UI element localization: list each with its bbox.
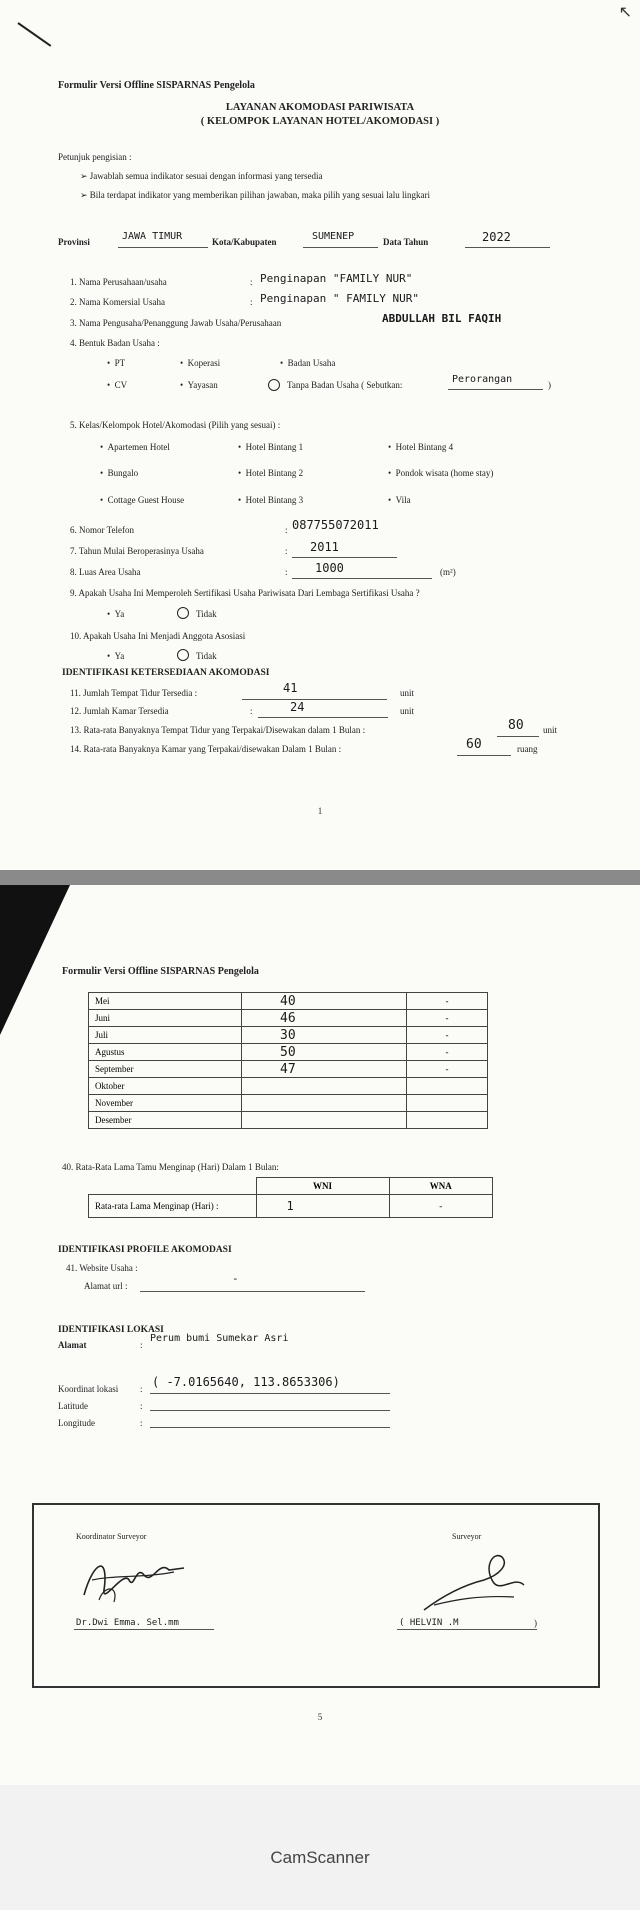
option-item: • CV — [107, 380, 128, 390]
provinsi-label: Provinsi — [58, 237, 90, 247]
fold-mark — [17, 22, 51, 47]
month-name: Juli — [89, 1027, 242, 1044]
page-number: 1 — [317, 806, 323, 816]
q14-value: 60 — [466, 737, 482, 752]
camscanner-label: CamScanner — [270, 1848, 370, 1867]
form-subtitle: ( KELOMPOK LAYANAN HOTEL/AKOMODASI ) — [200, 116, 440, 127]
form-title: LAYANAN AKOMODASI PARIWISATA — [225, 102, 415, 113]
tahun-value: 2022 — [482, 230, 511, 244]
q1-label: 1. Nama Perusahaan/usaha — [70, 277, 167, 287]
alamat-label: Alamat — [58, 1340, 87, 1350]
month-row — [89, 993, 488, 1010]
option-item: • Cottage Guest House — [100, 495, 185, 505]
surveyor-signature — [414, 1545, 534, 1620]
option-item: • PT — [107, 358, 126, 368]
surveyor-name: ( HELVIN .M — [399, 1618, 459, 1628]
month-name: Desember — [89, 1112, 242, 1129]
q13-value: 80 — [508, 718, 524, 733]
option-item: • Badan Usaha — [280, 358, 336, 368]
q4-other-value: Perorangan — [452, 374, 513, 385]
instruction-item: ➢ Jawablah semua indikator sesuai dengan informasi yang tersedia — [80, 171, 323, 181]
q11-label: 11. Jumlah Tempat Tidur Tersedia : — [70, 688, 198, 698]
option-item: • Bungalo — [100, 468, 139, 478]
option-item: • Yayasan — [180, 380, 218, 390]
month-wna-value: - — [407, 1027, 488, 1044]
q41-label: 41. Website Usaha : — [66, 1263, 138, 1273]
month-wni-value — [242, 1078, 407, 1095]
avg-wni-value: 1 — [256, 1195, 389, 1218]
q1-value: Penginapan "FAMILY NUR" — [260, 272, 413, 285]
month-wni-value — [242, 1112, 407, 1129]
selected-option-circle — [177, 649, 189, 661]
page-number: 5 — [317, 1712, 323, 1722]
selected-option-circle — [268, 379, 280, 391]
koordinat-value: ( -7.0165640, 113.8653306) — [152, 1375, 340, 1389]
q7-value: 2011 — [310, 540, 339, 554]
section-title: IDENTIFIKASI KETERSEDIAAN AKOMODASI — [62, 668, 270, 678]
q6-label: 6. Nomor Telefon — [70, 525, 134, 535]
koordinat-label: Koordinat lokasi — [58, 1384, 119, 1394]
arrow-bullet-icon: ➢ — [80, 190, 90, 200]
signature-box: Koordinator Surveyor Surveyor Dr.Dwi Emma. Sel.mm ( HELVIN .M ) — [32, 1503, 600, 1688]
q10-label: 10. Apakah Usaha Ini Menjadi Anggota Asosiasi — [70, 631, 246, 641]
month-row — [89, 1027, 488, 1044]
row-label: Rata-rata Lama Menginap (Hari) : — [89, 1195, 257, 1218]
url-value: - — [232, 1272, 239, 1285]
instructions-label: Petunjuk pengisian : — [58, 152, 132, 162]
month-name: Oktober — [89, 1078, 242, 1095]
month-row — [89, 1044, 488, 1061]
monthly-guests-table — [88, 992, 488, 1129]
provinsi-value: JAWA TIMUR — [122, 231, 183, 242]
q13-label: 13. Rata-rata Banyaknya Tempat Tidur yang Terpakai/Disewakan dalam 1 Bulan : — [70, 725, 366, 735]
month-row — [89, 1095, 488, 1112]
q2-label: 2. Nama Komersial Usaha — [70, 297, 165, 307]
section-title: IDENTIFIKASI PROFILE AKOMODASI — [58, 1245, 232, 1255]
month-wna-value: - — [407, 993, 488, 1010]
q6-value: 087755072011 — [292, 518, 379, 532]
form-header: Formulir Versi Offline SISPARNAS Pengelola — [62, 966, 259, 977]
avg-wna-value: - — [389, 1195, 493, 1218]
arrow-bullet-icon: ➢ — [80, 171, 90, 181]
q8-value: 1000 — [315, 561, 344, 575]
month-wna-value: - — [407, 1061, 488, 1078]
q14-label: 14. Rata-rata Banyaknya Kamar yang Terpakai/disewakan Dalam 1 Bulan : — [70, 744, 342, 754]
q12-label: 12. Jumlah Kamar Tersedia — [70, 706, 169, 716]
month-wni-value — [242, 1095, 407, 1112]
option-item: • Ya — [107, 609, 125, 619]
month-name: Agustus — [89, 1044, 242, 1061]
q7-label: 7. Tahun Mulai Beroperasinya Usaha — [70, 546, 204, 556]
month-wni-value: 40 — [242, 993, 407, 1010]
month-wni-value: 30 — [242, 1027, 407, 1044]
tahun-label: Data Tahun — [383, 237, 429, 247]
month-wna-value — [407, 1078, 488, 1095]
month-wna-value — [407, 1095, 488, 1112]
month-row — [89, 1061, 488, 1078]
option-item: • Vila — [388, 495, 411, 505]
form-header: Formulir Versi Offline SISPARNAS Pengelola — [58, 80, 255, 91]
latitude-label: Latitude — [58, 1401, 88, 1411]
month-wni-value: 47 — [242, 1061, 407, 1078]
option-item: • Apartemen Hotel — [100, 442, 170, 452]
q11-value: 41 — [283, 681, 298, 695]
month-name: September — [89, 1061, 242, 1078]
month-name: Mei — [89, 993, 242, 1010]
form-page-1: ↖ Formulir Versi Offline SISPARNAS Pengelola LAYANAN AKOMODASI PARIWISATA ( KELOMPOK LAYANAN HOTEL/AKOMODASI ) Petunjuk pengisian : ➢ Jawablah semua indikator sesuai dengan informasi yang tersedia ➢ Bila terdapat indikator yang memberikan pilihan jawaban, maka pilih yang sesuai lalu lingkari Provinsi JAWA TIMUR Kota/Kabupaten SUMENEP Data Tahun 2022 1. Nama Perusahaan/usaha : Penginapan "FAMILY NUR" 2. Nama Komersial Usaha : Penginapan " FAMILY NUR" 3. Nama Pengusaha/Penanggung Jawab Usaha/Perusahaan ABDULLAH BIL FAQIH 4. Bentuk Badan Usaha : • PT • Koperasi • Badan Usaha • CV • Yayasan Tanpa Badan Usaha ( Sebutkan: Perorangan ) 5. Kelas/Kelompok Hotel/Akomodasi (Pilih yang sesuai) : • Apartemen Hotel • Hotel Bintang 1 • Hotel Bintang 4 • Bungalo • Hotel Bintang 2 • Pondok wisata (home stay) • Cottage Guest House • Hotel Bintang 3 • Vila 6. Nomor Telefon : 087755072011 7. Tahun Mulai Beroperasinya Usaha : 2011 8. Luas Area Usaha : 1000 (m²) 9. Apakah Usaha Ini Memperoleh Sertifikasi Usaha Pariwisata Dari Lembaga Sertifikasi Usaha ? • Ya Tidak 10. Apakah Usaha Ini Menjadi Anggota Asosiasi • Ya Tidak IDENTIFIKASI KETERSEDIAAN AKOMODASI 11. Jumlah Tempat Tidur Tersedia : 41 unit 12. Jumlah Kamar Tersedia : 24 unit 13. Rata-rata Banyaknya Tempat Tidur yang Terpakai/Disewakan dalam 1 Bulan : 80 unit 14. Rata-rata Banyaknya Kamar yang Terpakai/disewakan Dalam 1 Bulan : 60 ruang 1 — [0, 0, 640, 870]
kota-value: SUMENEP — [312, 231, 355, 242]
q2-value: Penginapan " FAMILY NUR" — [260, 292, 419, 305]
option-item: • Hotel Bintang 1 — [238, 442, 304, 452]
col-wni: WNI — [256, 1178, 389, 1195]
surveyor-label: Surveyor — [452, 1532, 482, 1541]
longitude-label: Longitude — [58, 1418, 95, 1428]
option-item: • Hotel Bintang 4 — [388, 442, 454, 452]
q40-label: 40. Rata-Rata Lama Tamu Menginap (Hari) Dalam 1 Bulan: — [62, 1162, 279, 1172]
option-item: • Pondok wisata (home stay) — [388, 468, 494, 478]
form-page-2: Formulir Versi Offline SISPARNAS Pengelola Mei 40 - Juni 46 - Juli 30 - Agustus 50 - September 47 - Oktober November Desember 40. Rata-Rata Lama Tamu Menginap (Hari) Dalam 1 Bulan: WNI WNA Rata-rata Lama Menginap (Hari) : 1 - IDENTIFIKASI PROFILE AKOMODASI 41. Website Usaha : Alamat url : - IDENTIFIKASI LOKASI Alamat : Perum bumi Sumekar Asri Koordinat lokasi : ( -7.0165640, 113.8653306) Latitude : Longitude : 5 — [0, 885, 640, 1785]
month-row — [89, 1010, 488, 1027]
corner-arrow-icon: ↖ — [618, 4, 632, 21]
month-wna-value — [407, 1112, 488, 1129]
scan-corner-shadow — [0, 885, 70, 1035]
selected-option-circle — [177, 607, 189, 619]
koordinator-label: Koordinator Surveyor — [76, 1532, 147, 1541]
alamat-value: Perum bumi Sumekar Asri — [150, 1333, 289, 1344]
avg-stay-table — [88, 1177, 493, 1218]
url-label: Alamat url : — [84, 1281, 128, 1291]
month-name: November — [89, 1095, 242, 1112]
option-item: • Ya — [107, 651, 125, 661]
option-item: • Hotel Bintang 2 — [238, 468, 304, 478]
option-item: • Hotel Bintang 3 — [238, 495, 304, 505]
koordinator-signature — [74, 1550, 194, 1610]
q3-label: 3. Nama Pengusaha/Penanggung Jawab Usaha/Perusahaan — [70, 318, 282, 328]
section-title: IDENTIFIKASI LOKASI — [58, 1325, 164, 1335]
month-wna-value: - — [407, 1010, 488, 1027]
q5-label: 5. Kelas/Kelompok Hotel/Akomodasi (Pilih yang sesuai) : — [70, 420, 281, 430]
instruction-item: ➢ Bila terdapat indikator yang memberikan pilihan jawaban, maka pilih yang sesuai lalu lingkari — [80, 190, 430, 200]
koordinator-name: Dr.Dwi Emma. Sel.mm — [76, 1618, 179, 1628]
q4-other-label: Tanpa Badan Usaha ( Sebutkan: — [287, 380, 403, 390]
month-wni-value: 46 — [242, 1010, 407, 1027]
month-wna-value: - — [407, 1044, 488, 1061]
month-row — [89, 1078, 488, 1095]
month-row — [89, 1112, 488, 1129]
kota-label: Kota/Kabupaten — [212, 237, 277, 247]
q3-value: ABDULLAH BIL FAQIH — [382, 312, 502, 325]
col-wna: WNA — [389, 1178, 493, 1195]
q12-value: 24 — [290, 700, 305, 714]
option-item: • Koperasi — [180, 358, 221, 368]
q9-label: 9. Apakah Usaha Ini Memperoleh Sertifikasi Usaha Pariwisata Dari Lembaga Sertifikasi Usaha ? — [70, 588, 420, 598]
q4-label: 4. Bentuk Badan Usaha : — [70, 338, 160, 348]
month-name: Juni — [89, 1010, 242, 1027]
month-wni-value: 50 — [242, 1044, 407, 1061]
q8-label: 8. Luas Area Usaha — [70, 567, 141, 577]
